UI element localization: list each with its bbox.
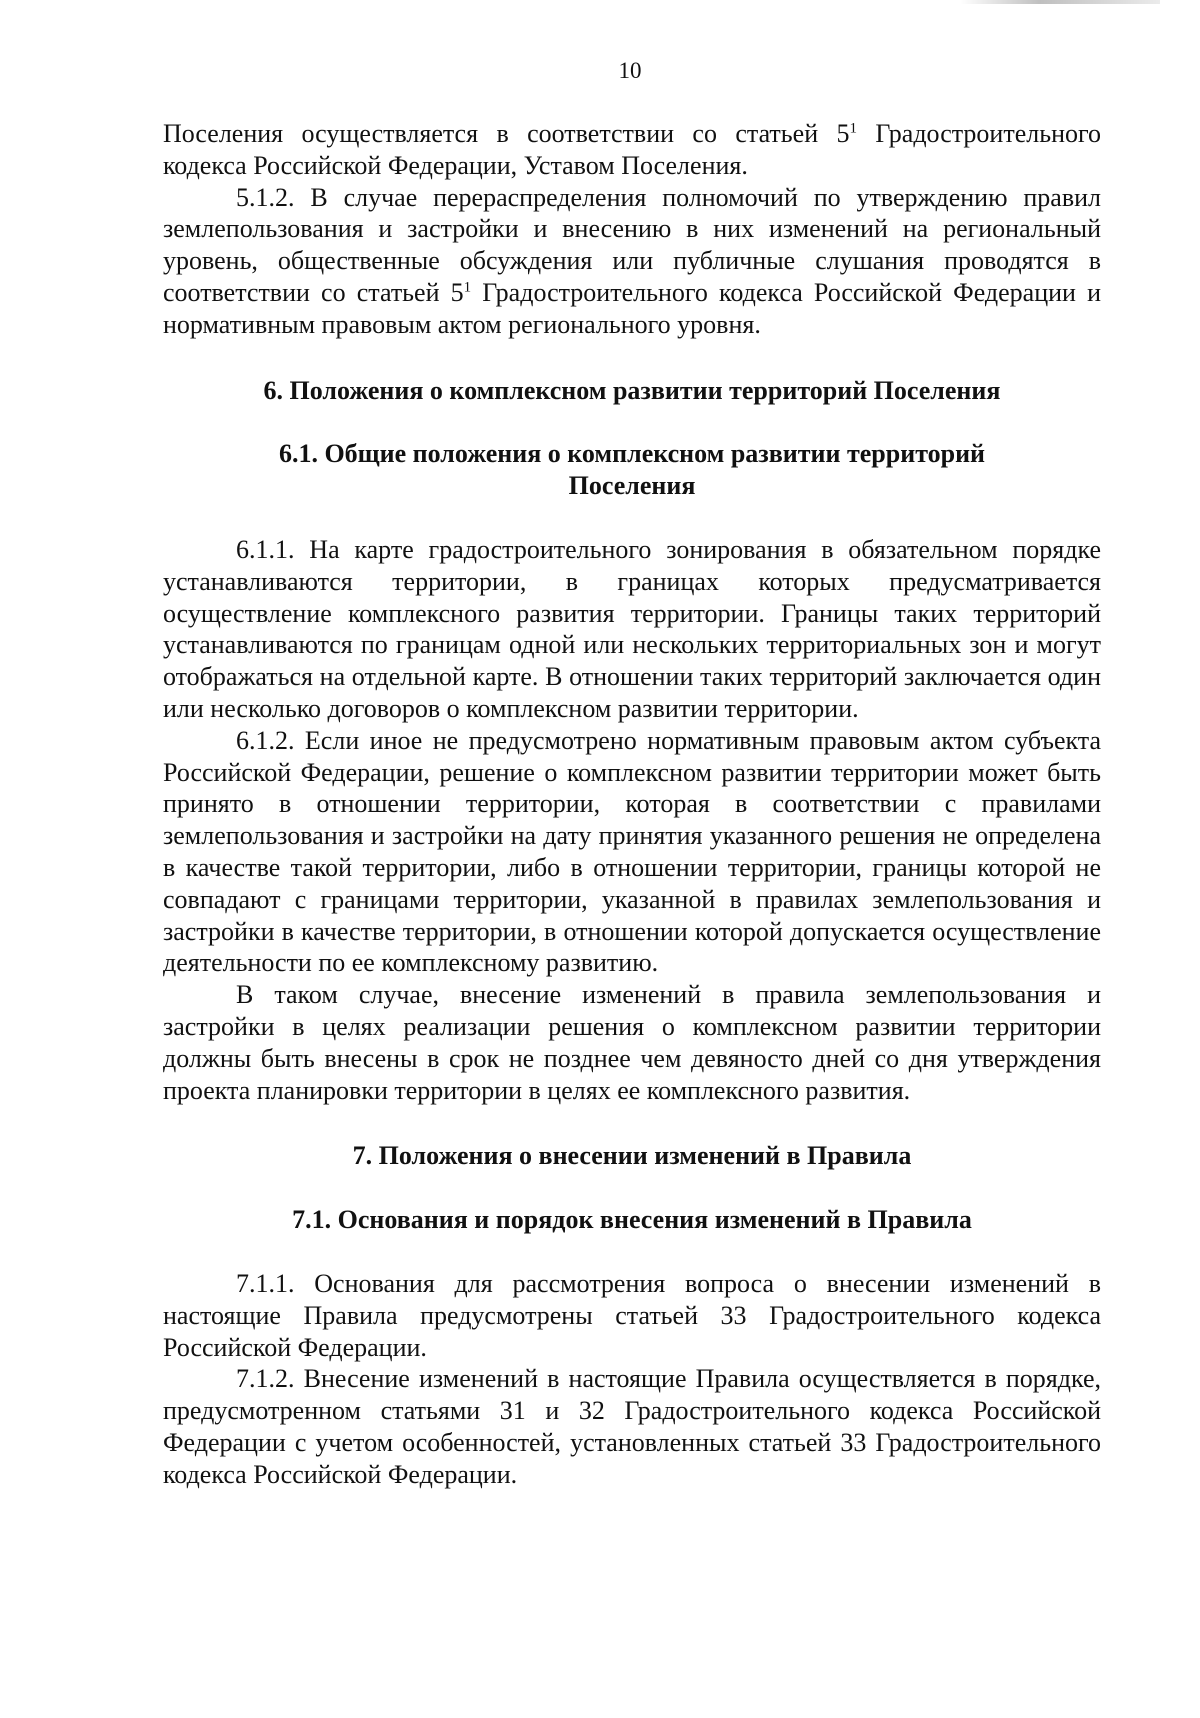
body-paragraph — [163, 979, 1101, 1106]
paragraph-text: Поселения осуществляется в соответствии со статьей 5 — [163, 119, 850, 148]
paragraph-text: В таком случае, внесение изменений в правила землепользования и застройки в целях реализации решения о комплексном развитии территории должны быть внесены в срок не позднее чем девяносто дней со дня утверждения проекта планировки территории в целях ее комплексного развития. — [163, 980, 1101, 1105]
paragraph-text: 6.1.1. На карте градостроительного зонирования в обязательном порядке устанавливаются территории, в границах которых предусматривается осуществление комплексного развития территории. Границы таких территорий устанавливаются по границам одной или нескольких территориальных зон и могут отображаться на отдельной карте. В отношении таких территорий заключается один или несколько договоров о комплексном развитии территории. — [163, 534, 1101, 723]
section-heading: 7. Положения о внесении изменений в Правила — [352, 1141, 912, 1171]
scan-artifact — [960, 0, 1160, 4]
paragraph-text: Градостроительного кодекса Российской Федерации, Уставом Поселения. — [163, 119, 1101, 180]
body-paragraph — [163, 534, 1101, 725]
paragraph-text: 5.1.2. В случае перераспределения полномочий по утверждению правил землепользования и застройки и внесению в них изменений на региональный уровень, общественные обсуждения или публичные слушания проводятся в соответствии со статьей 5 — [163, 182, 1101, 307]
paragraph-text: Градостроительного кодекса Российской Федерации и нормативным правовым актом регионального уровня. — [163, 277, 1101, 339]
section-heading: 7.1. Основания и порядок внесения изменений в Правила — [292, 1205, 972, 1235]
body-paragraph — [163, 1268, 1101, 1363]
superscript-index: 1 — [849, 120, 857, 137]
document-body — [163, 118, 1101, 1490]
page-number: 10 — [618, 58, 642, 83]
body-paragraph — [163, 182, 1101, 341]
paragraph-text: 7.1.2. Внесение изменений в настоящие Правила осуществляется в порядке, предусмотренном статьями 31 и 32 Градостроительного кодекса Российской Федерации с учетом особенностей, установленных статьей 33 Градостроительного кодекса Российской Федерации. — [163, 1364, 1101, 1489]
paragraph-text: 6.1.2. Если иное не предусмотрено нормативным правовым актом субъекта Российской Федерации, решение о комплексном развитии территории может быть принято в отношении территории, которая в соответствии с правилами землепользования и застройки на дату принятия указанного решения не определена в качестве такой территории, либо в отношении территории, границы которой не совпадают с границами территории, указанной в правилах землепользования и застройки в качестве территории, в отношении которой допускается осуществление деятельности по ее комплексному развитию. — [163, 725, 1101, 978]
body-paragraph — [163, 118, 1101, 182]
section-heading: 6. Положения о комплексном развитии территорий Поселения — [263, 375, 1001, 405]
superscript-index: 1 — [463, 279, 472, 296]
body-paragraph — [163, 1363, 1101, 1490]
section-heading: 6.1. Общие положения о комплексном развитии территорий Поселения — [278, 439, 986, 501]
body-paragraph — [163, 725, 1101, 979]
paragraph-text: 7.1.1. Основания для рассмотрения вопроса о внесении изменений в настоящие Правила предусмотрены статьей 33 Градостроительного кодекса Российской Федерации. — [163, 1268, 1101, 1362]
